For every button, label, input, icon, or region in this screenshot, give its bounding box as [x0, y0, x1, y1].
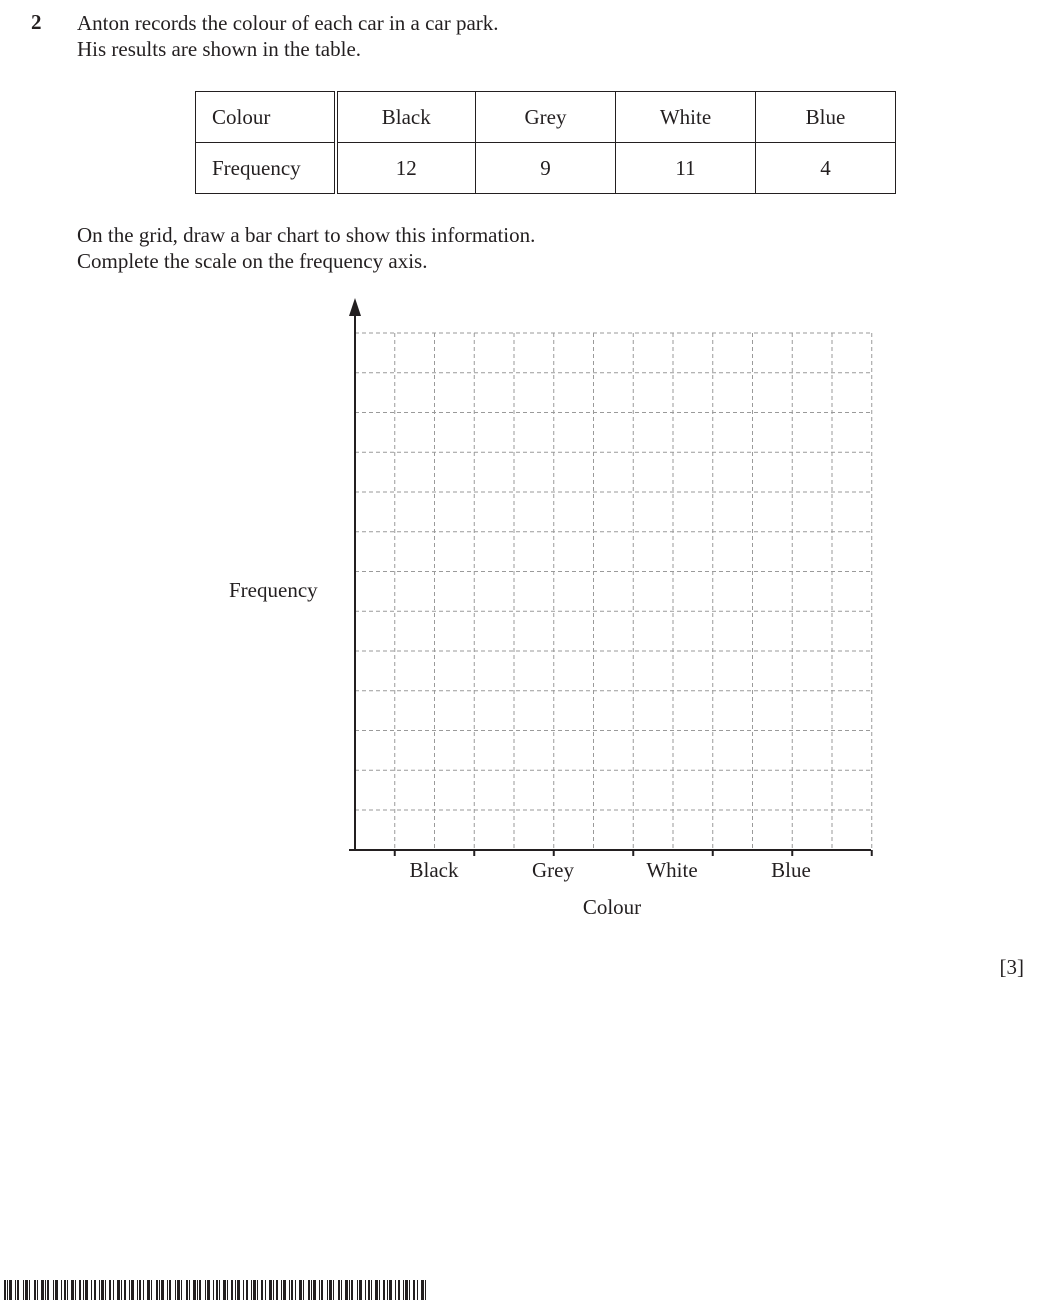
- dashed-grid-lines: [355, 333, 872, 850]
- row-header-frequency: Frequency: [196, 143, 336, 194]
- table-cell-frequency: 12: [336, 143, 476, 194]
- marks-indicator: [3]: [999, 955, 1024, 979]
- table-cell-frequency: 4: [756, 143, 896, 194]
- table-cell-colour: Grey: [476, 92, 616, 143]
- x-axis-label: Colour: [582, 895, 642, 919]
- y-axis-arrow-icon: [349, 298, 361, 316]
- x-tick-label: Black: [409, 858, 459, 882]
- x-tick-label: Blue: [771, 858, 811, 882]
- chart-axes: [349, 298, 872, 856]
- y-axis-label: Frequency: [229, 578, 318, 602]
- intro-line-1: Anton records the colour of each car in a car park.: [77, 11, 499, 35]
- barcode: [4, 1280, 429, 1300]
- x-tick-label: White: [646, 858, 698, 882]
- table-cell-colour: Blue: [756, 92, 896, 143]
- table-cell-frequency: 11: [616, 143, 756, 194]
- x-tick-label: Grey: [532, 858, 574, 882]
- instruction-line-1: On the grid, draw a bar chart to show this information.: [77, 223, 536, 247]
- question-number: 2: [31, 10, 42, 34]
- row-header-colour: Colour: [196, 92, 336, 143]
- instruction-line-2: Complete the scale on the frequency axis.: [77, 249, 428, 273]
- table-cell-colour: Black: [336, 92, 476, 143]
- table-cell-colour: White: [616, 92, 756, 143]
- intro-line-2: His results are shown in the table.: [77, 37, 362, 61]
- table-cell-frequency: 9: [476, 143, 616, 194]
